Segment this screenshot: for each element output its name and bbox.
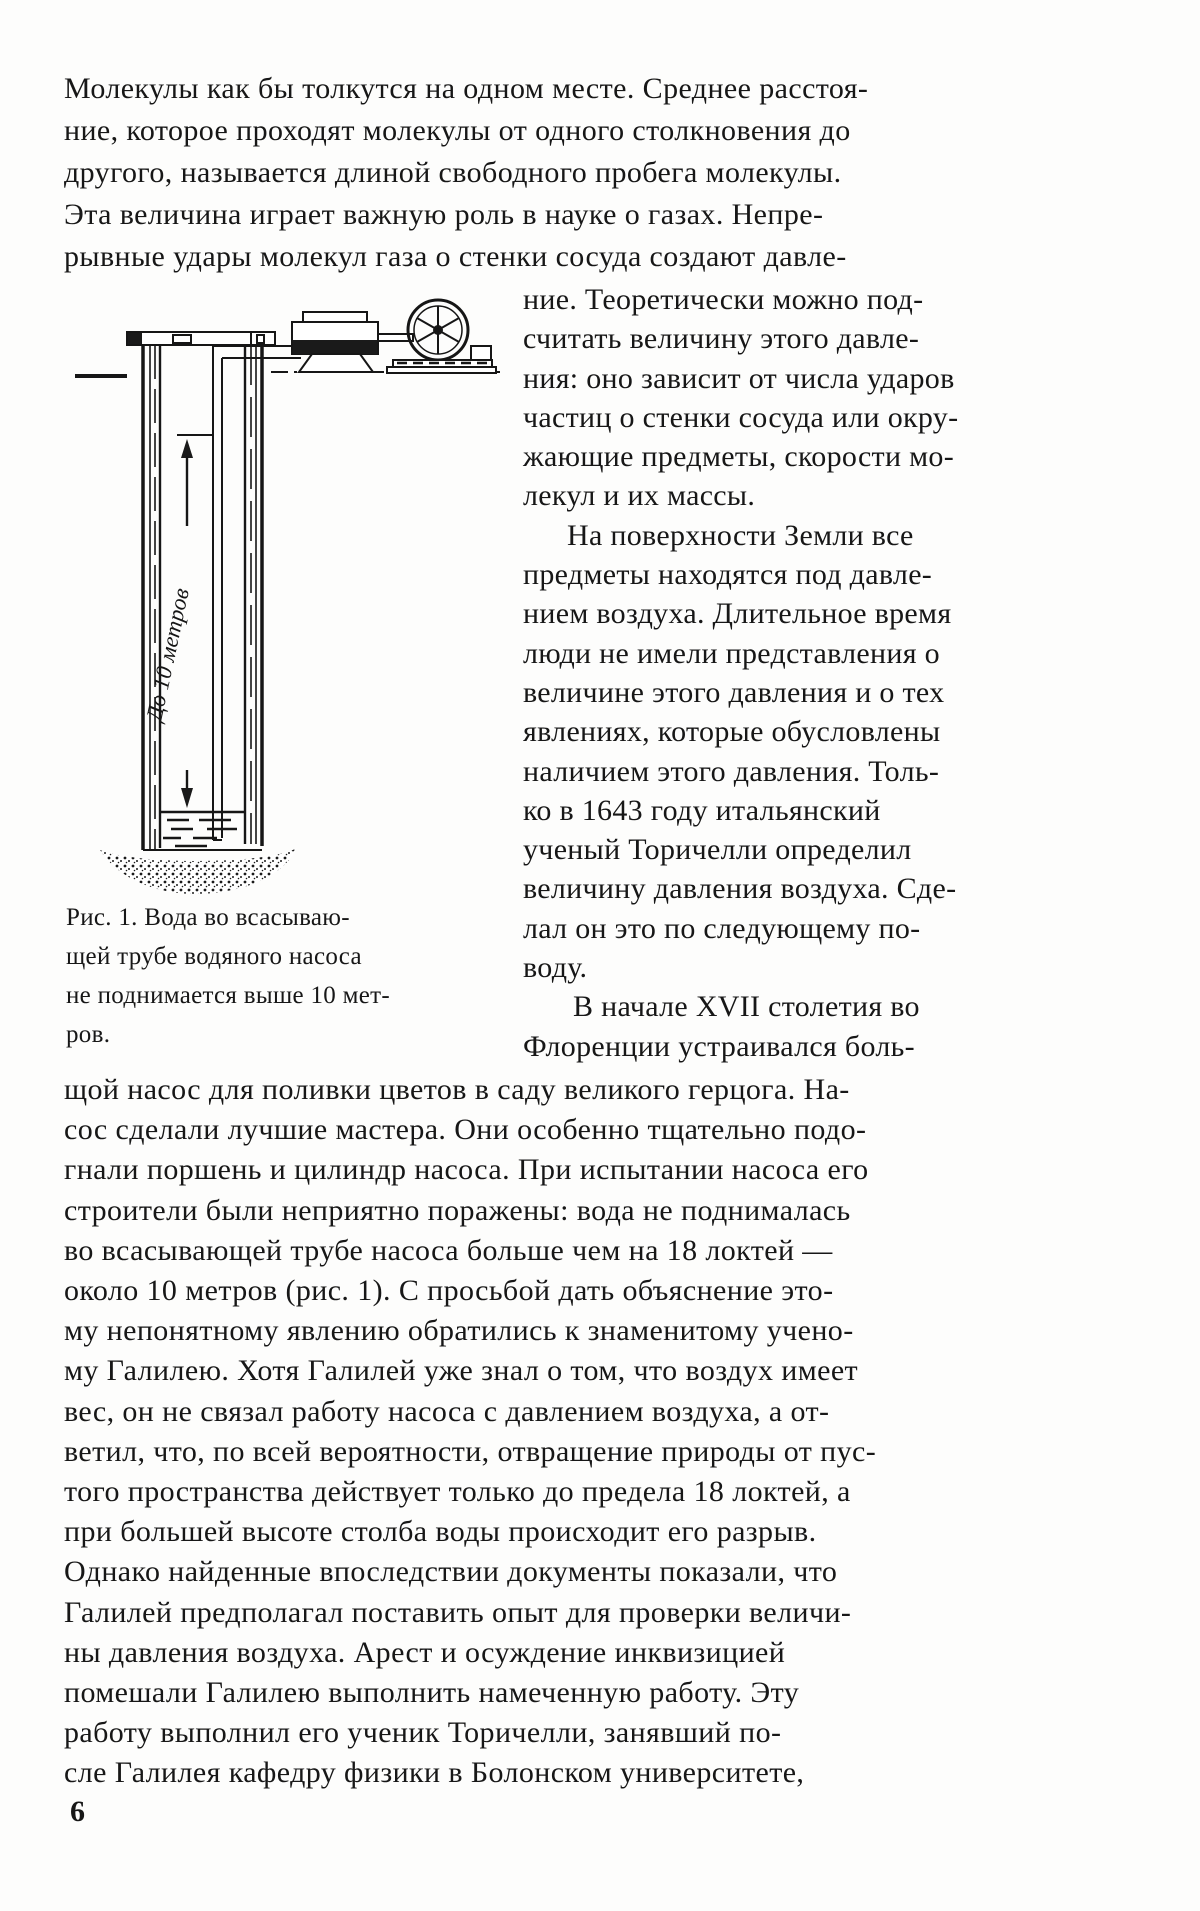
body-text-line: гнали поршень и цилиндр насоса. При испытании насоса его: [64, 1153, 869, 1187]
body-text-line: сос сделали лучшие мастера. Они особенно тщательно подо-: [64, 1113, 867, 1147]
right-column-paragraphs: [523, 280, 1137, 1066]
body-text-line: вес, он не связал работу насоса с давлением воздуха, а от-: [64, 1394, 830, 1428]
body-text-line: того пространства действует только до предела 18 локтей, а: [64, 1475, 851, 1509]
body-text-line: Молекулы как бы толкутся на одном месте. Среднее расстоя-: [64, 72, 869, 105]
figure-pump-illustration: [75, 288, 500, 898]
body-text-line: при большей высоте столба воды происходит его разрыв.: [64, 1515, 817, 1549]
pump-well-drawing: [75, 288, 500, 898]
body-text-line: величину давления воздуха. Сде-: [523, 872, 957, 906]
body-text-line: ко в 1643 году итальянский: [523, 793, 881, 827]
bottom-paragraph: [64, 1070, 1137, 1794]
body-text-line: лал он это по следующему по-: [523, 911, 921, 945]
body-text-line: строители были неприятно поражены: вода не поднималась: [64, 1193, 851, 1227]
body-text-line: лекул и их массы.: [523, 479, 756, 513]
body-text-line: помешали Галилею выполнить намеченную работу. Эту: [64, 1676, 800, 1710]
body-text-line: ученый Торичелли определил: [523, 833, 912, 867]
body-text-line: другого, называется длиной свободного пробега молекулы.: [64, 156, 842, 189]
caption-line: не поднимается выше 10 мет-: [66, 982, 390, 1009]
body-text-line: ние. Теоретически можно под-: [523, 283, 924, 316]
body-text-line: частиц о стенки сосуда или окру-: [523, 400, 959, 434]
body-text-line: Галилей предполагал поставить опыт для проверки величи-: [64, 1595, 852, 1629]
body-text-line: люди не имели представления о: [523, 636, 940, 670]
caption-line: Рис. 1. Вода во всасываю-: [66, 904, 350, 931]
page-number: 6: [70, 1795, 85, 1828]
body-text-line: щой насос для поливки цветов в саду великого герцога. На-: [64, 1073, 850, 1106]
body-text-line: Эта величина играет важную роль в науке о газах. Непре-: [64, 198, 824, 231]
body-text-line: ния: оно зависит от числа ударов: [523, 361, 955, 395]
caption-line: ров.: [66, 1021, 111, 1048]
body-text-line: работу выполнил его ученик Торичелли, занявший по-: [64, 1716, 782, 1750]
top-paragraph: [64, 68, 1137, 278]
body-text-line: му Галилею. Хотя Галилей уже знал о том, что воздух имеет: [64, 1354, 859, 1388]
body-text-line: жающие предметы, скорости мо-: [523, 440, 954, 474]
body-text-line: величине этого давления и о тех: [523, 675, 945, 709]
body-text-line: ветил, что, по всей вероятности, отвращение природы от пус-: [64, 1434, 877, 1468]
body-text-line: В начале XVII столетия во: [573, 990, 920, 1024]
body-text-line: сле Галилея кафедру физики в Болонском университете,: [64, 1756, 805, 1790]
body-text-line: около 10 метров (рис. 1). С просьбой дать объяснение это-: [64, 1274, 834, 1308]
body-text-line: На поверхности Земли все: [567, 518, 914, 552]
body-text-line: ние, которое проходят молекулы от одного столкновения до: [64, 114, 851, 147]
body-text-line: считать величину этого давле-: [523, 322, 920, 356]
caption-line: щей трубе водяного насоса: [66, 943, 362, 970]
body-text-line: воду.: [523, 951, 588, 985]
figure-caption: [66, 898, 502, 1054]
body-text-line: явлениях, которые обусловлены: [523, 715, 941, 749]
body-text-line: во всасывающей трубе насоса больше чем на 18 локтей —: [64, 1233, 833, 1267]
body-text-line: ны давления воздуха. Арест и осуждение инквизицией: [64, 1635, 786, 1669]
body-text-line: нием воздуха. Длительное время: [523, 597, 952, 631]
soil-stipple: [100, 848, 297, 894]
body-text-line: предметы находятся под давле-: [523, 558, 933, 592]
body-text-line: Флоренции устраивался боль-: [523, 1029, 915, 1063]
body-text-line: Однако найденные впоследствии документы показали, что: [64, 1555, 838, 1589]
body-text-line: му непонятному явлению обратились к знаменитому учено-: [64, 1314, 854, 1348]
body-text-line: наличием этого давления. Толь-: [523, 754, 940, 788]
body-text-line: рывные удары молекул газа о стенки сосуда создают давле-: [64, 240, 847, 273]
figure-dimension-label: До 10 метров: [141, 585, 194, 723]
